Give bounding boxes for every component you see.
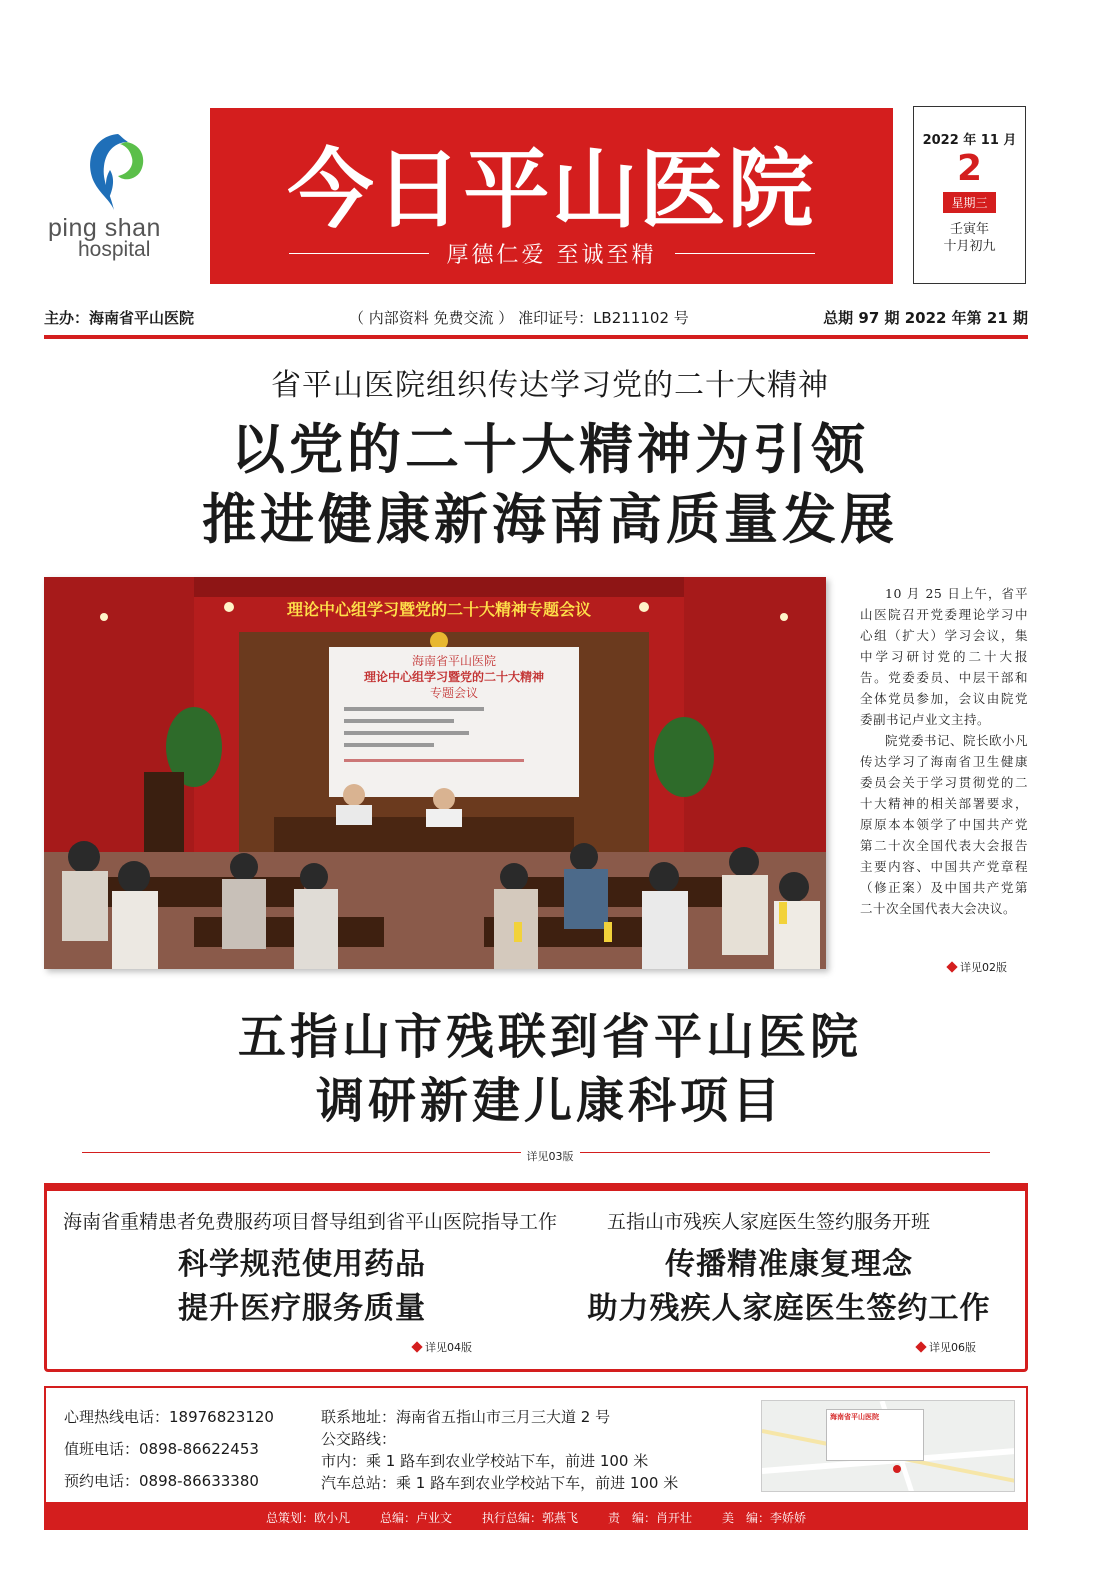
- second-headline: [0, 1005, 1100, 1133]
- lunar-year: 壬寅年: [949, 222, 989, 237]
- logo-text-pingshan: ping shan: [48, 214, 161, 242]
- date-year-month: 2022 年 11 月: [922, 133, 1017, 148]
- contact-info: [44, 1386, 1028, 1504]
- date-panel: [913, 106, 1026, 284]
- sponsor: 主办：海南省平山医院: [44, 309, 195, 327]
- box-story-1-headline: 科学规范使用药品 提升医疗服务质量: [178, 1247, 426, 1326]
- box-story-1-see-more[interactable]: 详见04版: [413, 1339, 472, 1355]
- hospital-logo: [48, 130, 198, 260]
- publication-note: （ 内部资料 免费交流 ） 准印证号：LB211102 号: [349, 309, 689, 327]
- credit-chief-editor: 总编：卢业文: [379, 1510, 452, 1525]
- divider: [44, 335, 1028, 339]
- second-headline-line2: 调研新建儿康科项目: [315, 1073, 784, 1129]
- map-info-card: [826, 1409, 924, 1461]
- lead-article-body: [860, 583, 1028, 919]
- photo-banner-text: 理论中心组学习暨党的二十大精神专题会议: [286, 600, 592, 619]
- photo-screen-line2: 理论中心组学习暨党的二十大精神: [363, 670, 545, 684]
- credit-editor: 责 编：肖开壮: [608, 1510, 693, 1525]
- lead-paragraph-2: 院党委书记、院长欧小凡传达学习了海南省卫生健康委员会关于学习贯彻党的二十大精神的相关部署要求，原原本本领学了中国共产党第二十次全国代表大会报告主要内容、中国共产党章程（修正案）及中国共产党第二十次全国代表大会决议。: [860, 733, 1029, 916]
- divider: [289, 253, 429, 254]
- lead-headline-line1: 以党的二十大精神为引领: [231, 418, 869, 481]
- bus-route-station: 汽车总站：乘 1 路车到农业学校站下车，前进 100 米: [321, 1474, 679, 1492]
- logo-text-hospital: hospital: [78, 238, 151, 261]
- bus-route-title: 公交路线：: [321, 1430, 397, 1448]
- info-bar: [44, 307, 1028, 331]
- lead-headline: [0, 415, 1100, 555]
- diamond-icon: [946, 961, 957, 972]
- hospital-logo-icon: [80, 130, 150, 212]
- box-story-2-see-more[interactable]: 详见06版: [917, 1339, 976, 1355]
- box-story-2-kicker: 五指山市残疾人家庭医生签约服务开班: [607, 1211, 931, 1233]
- date-day: 2: [956, 148, 983, 189]
- photo-screen-line1: 海南省平山医院: [411, 654, 497, 668]
- credit-executive-editor: 执行总编：郭燕飞: [481, 1510, 578, 1525]
- slogan: 厚德仁爱 至诚至精: [446, 243, 657, 268]
- lunar-day: 十月初九: [943, 239, 996, 254]
- duty-phone: 值班电话：0898-86622453: [64, 1440, 259, 1458]
- booking-phone: 预约电话：0898-86633380: [64, 1472, 259, 1490]
- lead-headline-line2: 推进健康新海南高质量发展: [202, 488, 898, 551]
- map-title: 海南省平山医院: [830, 1413, 879, 1421]
- photo-screen-line3: 专题会议: [429, 686, 479, 700]
- lead-paragraph-1: 10 月 25 日上午，省平山医院召开党委理论学习中心组（扩大）学习会议，集中学习研讨党的二十大报告。党委委员、中层干部和全体党员参加，会议由院党委副书记卢业文主持。: [860, 586, 1028, 727]
- diamond-icon: [915, 1341, 926, 1352]
- diamond-icon: [411, 1341, 422, 1352]
- location-map[interactable]: [761, 1400, 1015, 1492]
- lead-see-more[interactable]: 详见02版: [948, 959, 1007, 975]
- box-story-1-kicker: 海南省重精患者免费服药项目督导组到省平山医院指导工作: [63, 1211, 558, 1233]
- hotline: 心理热线电话：18976823120: [64, 1408, 274, 1426]
- divider: [675, 253, 815, 254]
- masthead: [210, 108, 893, 284]
- boxed-stories: [44, 1183, 1028, 1372]
- lead-kicker: 省平山医院组织传达学习党的二十大精神: [271, 368, 829, 403]
- address: 联系地址：海南省五指山市三月三大道 2 号: [321, 1408, 611, 1426]
- meeting-photo: [44, 577, 826, 969]
- bus-route-city: 市内：乘 1 路车到农业学校站下车，前进 100 米: [321, 1452, 649, 1470]
- second-see-more[interactable]: 详见03版: [521, 1150, 580, 1163]
- date-weekday: 星期三: [943, 192, 995, 213]
- footer-credits: [44, 1504, 1028, 1530]
- box-story-2-headline: 传播精准康复理念 助力残疾人家庭医生签约工作: [587, 1247, 991, 1326]
- credit-chief-planner: 总策划：欧小凡: [265, 1510, 350, 1525]
- newspaper-title: 今日平山医院: [287, 140, 816, 240]
- credit-art-editor: 美 编：李娇娇: [722, 1510, 807, 1525]
- issue-number: 总期 97 期 2022 年第 21 期: [823, 309, 1028, 327]
- second-headline-line1: 五指山市残联到省平山医院: [237, 1009, 862, 1065]
